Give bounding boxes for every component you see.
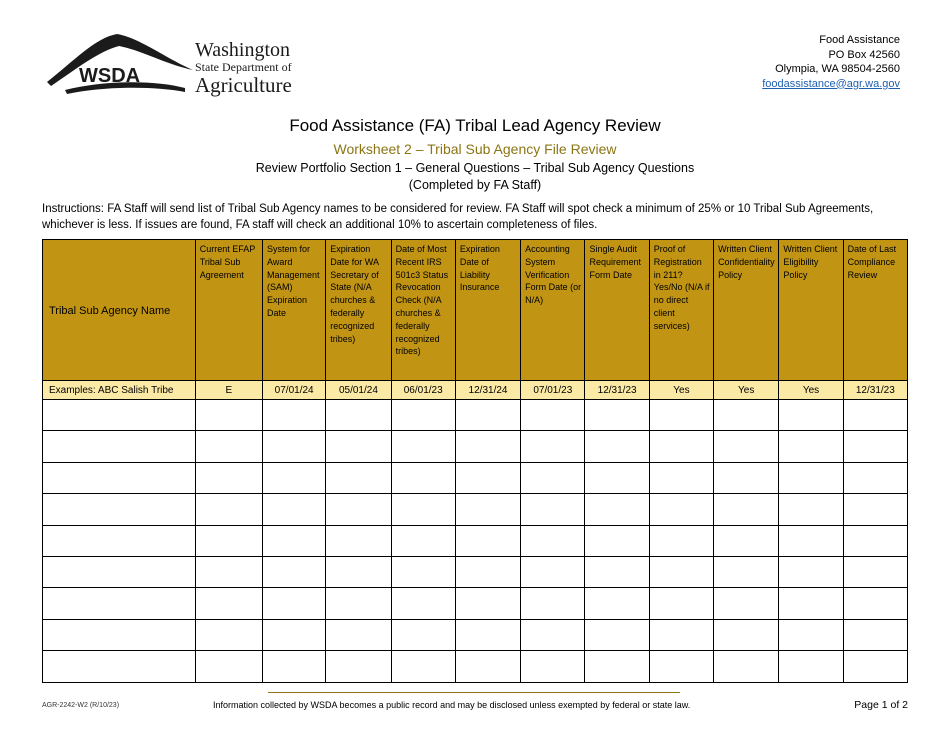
entry-cell[interactable] [43,462,196,493]
entry-cell[interactable] [779,588,843,619]
entry-cell[interactable] [649,651,713,682]
page-number: Page 1 of 2 [854,699,908,711]
entry-cell[interactable] [263,651,326,682]
entry-cell[interactable] [326,431,391,462]
table-row [43,431,908,462]
example-cell: 12/31/23 [843,381,907,400]
entry-cell[interactable] [326,494,391,525]
entry-cell[interactable] [326,651,391,682]
entry-cell[interactable] [521,651,585,682]
agency-name [195,40,292,96]
entry-cell[interactable] [195,651,262,682]
entry-cell[interactable] [649,556,713,587]
entry-cell[interactable] [455,619,520,650]
entry-cell[interactable] [263,556,326,587]
public-record-notice: Information collected by WSDA becomes a public record and may be disclosed unless exempted by federal or state law. [213,700,691,710]
worksheet-subtitle: Worksheet 2 – Tribal Sub Agency File Review [333,141,617,157]
entry-cell[interactable] [521,400,585,431]
column-header: Tribal Sub Agency Name [43,240,196,381]
address-line-2: PO Box 42560 [828,48,900,61]
table-row [43,400,908,431]
entry-cell[interactable] [714,525,779,556]
page-title: Food Assistance (FA) Tribal Lead Agency Review [289,116,661,135]
example-cell: 06/01/23 [391,381,455,400]
entry-cell[interactable] [391,400,455,431]
entry-cell[interactable] [521,619,585,650]
address-line-3: Olympia, WA 98504-2560 [775,63,900,75]
column-header: Expiration Date of Liability Insurance [455,240,520,381]
entry-cell[interactable] [779,400,843,431]
email-link[interactable]: foodassistance@agr.wa.gov [762,77,900,90]
entry-cell[interactable] [43,494,196,525]
entry-cell[interactable] [521,462,585,493]
entry-cell[interactable] [455,400,520,431]
table-header-row [43,240,908,381]
logo-state: Washington [195,39,291,61]
entry-cell[interactable] [714,556,779,587]
entry-cell[interactable] [521,556,585,587]
entry-cell[interactable] [195,400,262,431]
table-row [43,525,908,556]
entry-cell[interactable] [714,462,779,493]
entry-cell[interactable] [521,494,585,525]
entry-cell[interactable] [585,619,649,650]
table-row [43,588,908,619]
entry-cell[interactable] [391,588,455,619]
entry-cell[interactable] [43,400,196,431]
entry-cell[interactable] [43,651,196,682]
entry-cell[interactable] [455,588,520,619]
entry-cell[interactable] [43,588,196,619]
entry-cell[interactable] [714,494,779,525]
entry-cell[interactable] [195,619,262,650]
entry-cell[interactable] [585,651,649,682]
entry-cell[interactable] [326,462,391,493]
entry-cell[interactable] [714,588,779,619]
entry-cell[interactable] [843,494,907,525]
entry-cell[interactable] [391,431,455,462]
entry-cell[interactable] [521,588,585,619]
entry-cell[interactable] [649,400,713,431]
entry-cell[interactable] [714,619,779,650]
entry-cell[interactable] [843,556,907,587]
column-header: Date of Last Compliance Review [843,240,907,381]
column-header: System for Award Management (SAM) Expiration Date [263,240,326,381]
contact-address [762,33,900,91]
entry-cell[interactable] [649,462,713,493]
column-header: Accounting System Verification Form Date (or N/A) [521,240,585,381]
mountain-logo-icon [45,30,195,100]
entry-cell[interactable] [263,588,326,619]
table-row [43,619,908,650]
section-heading: Review Portfolio Section 1 – General Questions – Tribal Sub Agency Questions [255,161,695,175]
entry-cell[interactable] [391,525,455,556]
entry-cell[interactable] [455,494,520,525]
completed-by-note: (Completed by FA Staff) [408,178,542,192]
entry-cell[interactable] [263,525,326,556]
entry-cell[interactable] [521,525,585,556]
entry-cell[interactable] [455,556,520,587]
entry-cell[interactable] [455,431,520,462]
entry-cell[interactable] [263,462,326,493]
table-row [43,494,908,525]
entry-cell[interactable] [391,556,455,587]
entry-cell[interactable] [326,525,391,556]
entry-cell[interactable] [195,556,262,587]
entry-cell[interactable] [714,651,779,682]
entry-cell[interactable] [326,588,391,619]
wsda-logo [45,30,295,100]
entry-cell[interactable] [263,400,326,431]
entry-cell[interactable] [326,556,391,587]
entry-cell[interactable] [195,462,262,493]
entry-cell[interactable] [391,462,455,493]
entry-cell[interactable] [714,431,779,462]
entry-cell[interactable] [455,651,520,682]
entry-cell[interactable] [43,619,196,650]
entry-cell[interactable] [843,525,907,556]
table-row [43,556,908,587]
entry-cell[interactable] [843,462,907,493]
entry-cell[interactable] [649,588,713,619]
example-cell: Yes [714,381,779,400]
entry-cell[interactable] [649,525,713,556]
entry-cell[interactable] [843,651,907,682]
example-cell: 12/31/24 [455,381,520,400]
entry-cell[interactable] [585,525,649,556]
entry-cell[interactable] [521,431,585,462]
example-cell: E [195,381,262,400]
entry-cell[interactable] [391,619,455,650]
entry-cell[interactable] [779,619,843,650]
column-header: Proof of Registration in 211? Yes/No (N/A if no direct client services) [649,240,713,381]
entry-cell[interactable] [263,619,326,650]
entry-cell[interactable] [585,494,649,525]
entry-cell[interactable] [195,525,262,556]
entry-cell[interactable] [779,494,843,525]
entry-cell[interactable] [779,651,843,682]
entry-cell[interactable] [195,588,262,619]
table-row [43,651,908,682]
entry-cell[interactable] [779,462,843,493]
review-table [42,239,908,683]
entry-cell[interactable] [843,619,907,650]
example-cell: 07/01/24 [263,381,326,400]
example-cell: Examples: ABC Salish Tribe [43,381,196,400]
entry-cell[interactable] [585,462,649,493]
footer-divider [268,692,680,693]
entry-cell[interactable] [195,431,262,462]
entry-cell[interactable] [843,400,907,431]
entry-cell[interactable] [391,494,455,525]
entry-cell[interactable] [779,556,843,587]
entry-cell[interactable] [585,588,649,619]
entry-cell[interactable] [326,400,391,431]
entry-cell[interactable] [585,400,649,431]
entry-cell[interactable] [326,619,391,650]
entry-cell[interactable] [455,462,520,493]
entry-cell[interactable] [391,651,455,682]
entry-cell[interactable] [649,494,713,525]
entry-cell[interactable] [843,431,907,462]
column-header: Written Client Confidentiality Policy [714,240,779,381]
entry-cell[interactable] [43,556,196,587]
entry-cell[interactable] [779,431,843,462]
entry-cell[interactable] [263,494,326,525]
example-cell: 07/01/23 [521,381,585,400]
entry-cell[interactable] [585,431,649,462]
column-header: Single Audit Requirement Form Date [585,240,649,381]
column-header: Date of Most Recent IRS 501c3 Status Revocation Check (N/A churches & federally recognized tribes) [391,240,455,381]
instructions-text: Instructions: FA Staff will send list of Tribal Sub Agency names to be considered for review. FA Staff will spot check a minimum of 25% or 10 Tribal Sub Agreements, whichever is less. If issues are found, FA staff will check an additional 10% to ascertain completeness of files. [42,203,874,231]
example-row [43,381,908,400]
example-cell: Yes [649,381,713,400]
address-line-1: Food Assistance [819,34,900,46]
entry-cell[interactable] [43,525,196,556]
entry-cell[interactable] [195,494,262,525]
column-header: Current EFAP Tribal Sub Agreement [195,240,262,381]
svg-text:WSDA: WSDA [79,65,141,87]
example-cell: 12/31/23 [585,381,649,400]
example-cell: 05/01/24 [326,381,391,400]
table-row [43,462,908,493]
column-header: Expiration Date for WA Secretary of State (N/A churches & federally recognized tribes) [326,240,391,381]
entry-cell[interactable] [263,431,326,462]
entry-cell[interactable] [649,431,713,462]
entry-cell[interactable] [585,556,649,587]
entry-cell[interactable] [843,588,907,619]
column-header: Written Client Eligibility Policy [779,240,843,381]
example-cell: Yes [779,381,843,400]
logo-department: State Department of [195,60,292,74]
logo-agency: Agriculture [195,73,292,97]
form-id: AGR-2242-W2 (R/10/23) [42,702,120,709]
entry-cell[interactable] [455,525,520,556]
entry-cell[interactable] [714,400,779,431]
entry-cell[interactable] [43,431,196,462]
entry-cell[interactable] [649,619,713,650]
entry-cell[interactable] [779,525,843,556]
